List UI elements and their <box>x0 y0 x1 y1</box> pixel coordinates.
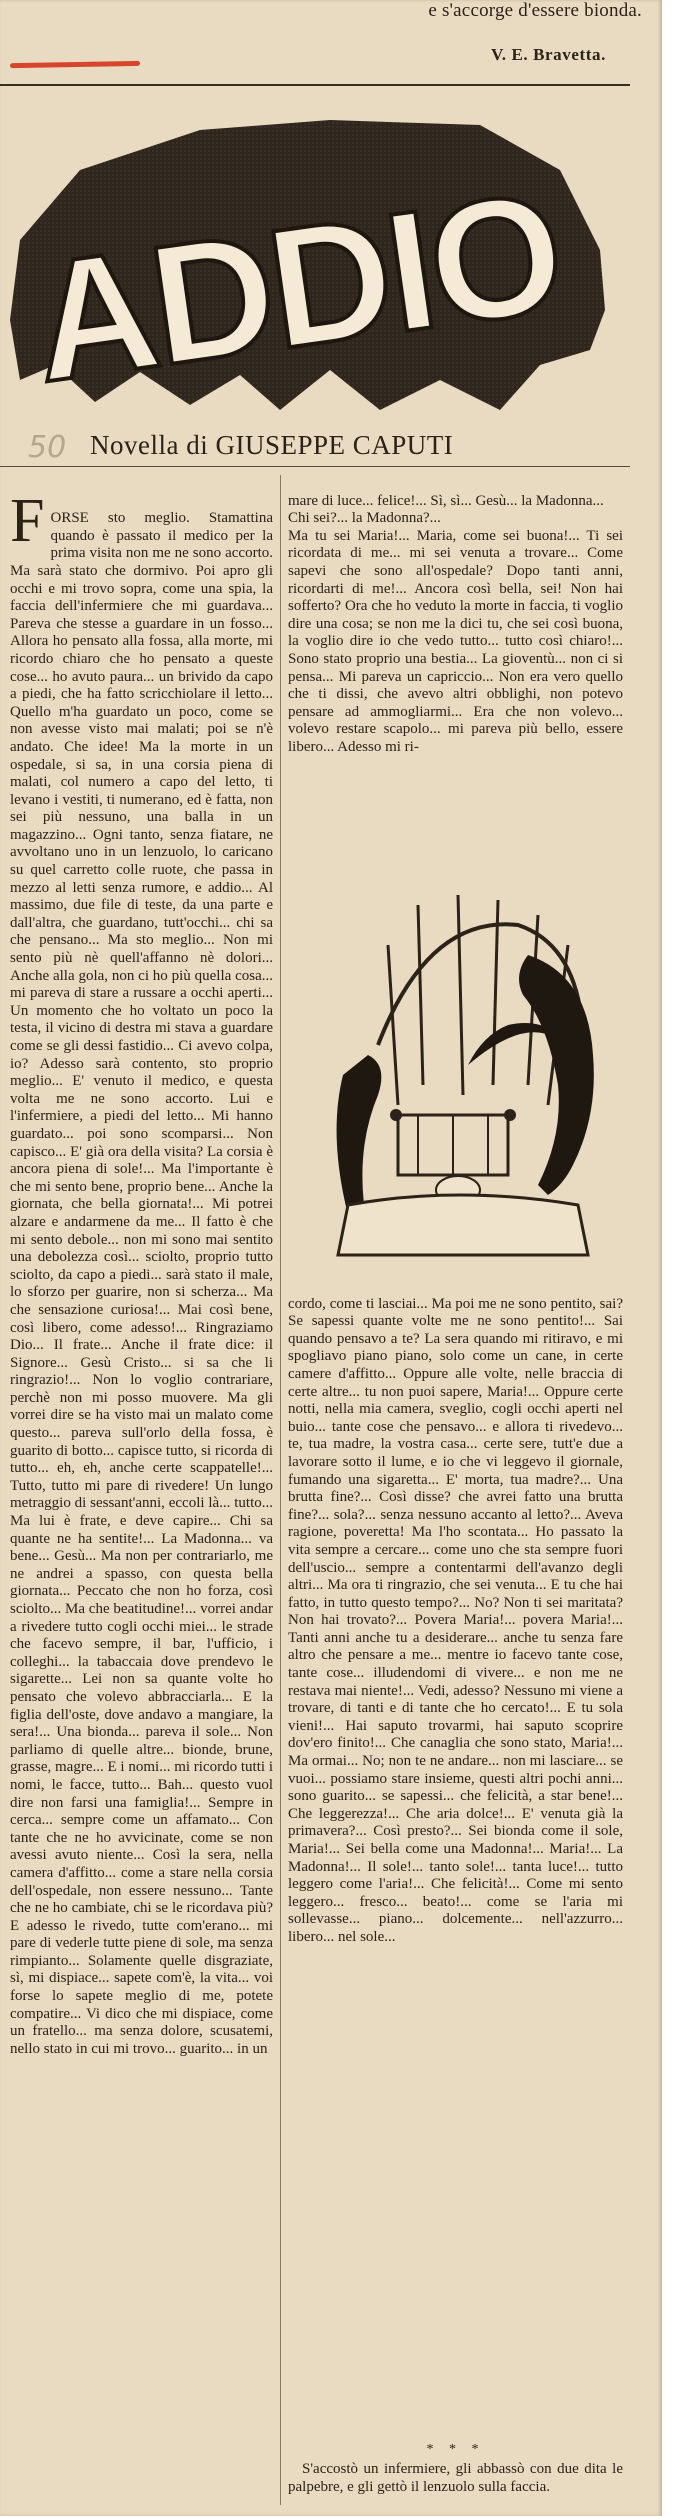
drop-cap: F <box>10 486 45 555</box>
closing-paragraph: S'accostò un infermiere, gli abbassò con due dita le palpebre, e gli gettò il lenzuolo sulla faccia. <box>288 2461 623 2495</box>
left-column-text: ORSE sto meglio. Stamattina quando è passato il medico per la prima visita non me ne sono accorto. Ma sarà stato che dormivo. Poi apro gli occhi e mi trovo sopra, come una spia, la faccia dell'infermiere che mi guardava... Pareva che stesse a guardare in un fosso... Allora ho pensato alla fossa, alla morte, mi ricordo chiaro che ho pensato a queste cose... ho avuto paura... un brivido da capo a piedi, che ha fatto scricchiolare il letto... Quello m'ha guardato un poco, come se non avesse visto mai malati; poi se n'è andato. Che idee! Ma la morte in un ospedale, si sa, in una corsia piena di malati, col numero a capo del letto, ti levano i vestiti, ti numerano, ed è fatta, non sei più nessuno, una balla in un magazzino... Ogni tanto, senza fiatare, ne avvoltano uno in un lenzuolo, lo caricano su quel carretto colle ruote, che passa in mezzo al letti senza rumore, e addio... Al massimo, due file di teste, da una parte e dall'altra, che guardano, tutt'occhi... chi sa che pensano... Ma sto meglio... Non mi sento più nè quell'affanno nè dolori... Anche alla gola, non ci ho più quella cosa... mi pareva di stare a russare a occhi aperti... Un momento che ho voltato un poco la testa, il vicino di destra mi stava a guardare come se gli dessi fastidio... Ci avevo colpa, io? Adesso sarà contento, sto proprio meglio... E' venuto il medico, e questa volta me ne sono accorto. Lui e l'infermiere, a piedi del letto... Mi hanno guardato... poi sono scomparsi... Non capisco... E' già ora della visita? La corsia è ancora piena di sole!... Ma l'importante è che mi sento bene, proprio bene... Anche la giornata, che bella giornata!... Mi potrei alzare e andarmene da me... Il fatto è che mi sento debole... non mi sono mai sentito una debolezza così... sciolto, proprio tutto sciolto, da capo a piedi... sarà stato il male, lo sforzo per guarire, non si scherza... Ma che sensazione curiosa!... Mai così bene, così libero, come adesso!... Ringraziamo Dio... Il frate... Anche il frate dice: il Signore... Gesù Cristo... si sa che li ringrazio!... Non lo voglio contrariare, perchè non mi posso muovere. Ma gli vorrei dire se ha visto mai un malato come questo... pareva sull'orlo della fossa, è guarito di botto... capisce tutto, si ricorda di tutto... eh, eh, anche certe scappatelle!... Tutto, tutto mi pare di rivedere! Un lungo metraggio di sessant'anni, eccoli là... tutto... Ma lui è frate, e deve capire... Chi sa quante ne ha sentite!... La Madonna... va bene... Gesù... Ma non per contrariarlo, me ne andrei a spasso, con questa bella giornata... Peccato che non ho forza, così sciolto... Ma che beatitudine!... vorrei andar a rivedere tutto cogli occhi miei... le strade che facevo sempre, il bar, l'ufficio, i colleghi... la tabaccaia dove prendevo le sigarette... Lei non sa quante volte ho pensato che volevo abbracciarla... E la figlia dell'oste, dove andavo a mangiare, la sera!... Una bionda... pareva il sole... Non parliamo di quelle altre... bionde, brune, grasse, magre... E i nomi... mi ricordo tutti i nomi, le facce, tutto... Bah... questo vuol dire non farsi una famiglia!... Sempre in cerca... sempre come un affamato... Con tante che ne ho avvicinate, come se non avessi avuto niente... Così la sera, nella camera d'affitto... come a stare nella corsia dell'ospedale, non essere nessuno... Tante che ne ho cambiate, chi se le ricordava più? E adesso le rivedo, tutte com'erano... mi pare di vederle tutte piene di sole, ma senza rimpianto... Solamente quelle disgraziate, sì, mi dispiace... sapete com'è, la vita... voi forse lo sapete meglio di me, potete compatire... Vi dico che mi dispiace, come un fratello... ma senza dolore, scusatemi, nello stato in cui mi trovo... guarito... in un <box>10 510 273 2057</box>
illustration-bed-knob-right <box>504 1109 516 1121</box>
pencil-page-number: 50 <box>28 430 67 465</box>
previous-article-text: e s'accorge d'essere bionda. <box>428 0 642 21</box>
headline-text: ADDIO <box>21 156 571 419</box>
article-column-right-top <box>288 475 623 871</box>
section-separator: * * * <box>426 2442 485 2457</box>
previous-article-byline: V. E. Bravetta. <box>491 45 606 64</box>
top-divider-rule <box>0 84 630 86</box>
right-column-bottom-text: cordo, come ti lasciai... Ma poi me ne sono pentito, sai? Se sapessi quante volte me ne sono pentito!... Sai quando pensavo a te? La sera quando mi ritiravo, e mi spogliavo piano piano, solo come un cane, in certe camere d'affitto... Oppure alle volte, nelle braccia di certe altre... tu non puoi sapere, Maria!... Oppure certe notti, nella mia camera, sveglio, cogli occhi aperti nel buio... tante cose che pensavo... e allora ti rivedevo... te, tua madre, la vostra casa... certe sere, tutt'e due a lavorare sotto il lume, e io che vi leggevo il giornale, fumando una sigaretta... E' morta, tua madre?... Una brutta fine?... Così disse? che avrei fatto una brutta fine?... sola?... senza nessuno accanto al letto?... Aveva ragione, poveretta! Ma l'ho scontata... Ho passato la vita sempre a cercare... come uno che sta sempre fuori dell'uscio... sempre a contentarmi dell'avanzo degli altri... Ma ora ti ringrazio, che sei venuta... E tu che hai fatto, in tutto questo tempo?... No? Non ti sei maritata? Non hai trovato?... Povera Maria!... povera Maria!... Tanti anni anche tu a desiderare... anche tu senza fare altro che pensare a me... mentre io facevo tante cose, tante cose... illudendomi di vivere... e non me ne restava mai niente!... Vedi, adesso? Nessuno mi viene a trovare, di tanti e di tante che ho cercato!... E tu sola vieni!... Hai saputo trovarmi, hai saputo scoprire dov'ero finito!... Che canaglia che sono stato, Maria!... Ma ormai... No; non te ne andare... non mi lasciare... se vuoi... possiamo stare insieme, questi altri pochi anni... sono guarito... se sapessi... che felicità, a star bene!... Che leggerezza!... Che aria dolce!... E' venuta già la primavera?... Così presto?... Sei bionda come il sole, Maria!... Sei bella come una Madonna!... Maria!... La Madonna!... Il sole!... tanto sole!... tanta luce!... tutto leggero come l'aria!... Che felicità!... Come mi sento leggero... fresco... beato!... come se l'aria mi sollevasse... piano... dolcemente... nell'azzurro... libero... nel sole... <box>288 1295 623 1945</box>
column-gutter-rule <box>280 475 281 2505</box>
subtitle-divider-rule <box>0 466 630 467</box>
headline-addio <box>0 110 640 425</box>
illustration-deathbed <box>308 885 608 1265</box>
right-column-top-text: mare di luce... felice!... Sì, sì... Gesù... la Madonna... Chi sei?... la Madonna?... Ma tu sei Maria!... Maria, come sei buona!... Ti sei ricordata di me... mi sei venuta a trovare... Come sapevi che sono all'ospedale? Dopo tanti anni, ricordarti di me!... Ancora così bella, sei! Non hai sofferto? Ora che ho veduto la morte in faccia, ti voglio dire una cosa; se non me la dici tu, che sei così buona, la voglio dire io che vedo tutto... tutto così chiaro!... Sono stato proprio una bestia... La gioventù... non ci si pensa... Mi pareva un capriccio... Non era vero quello che ti dissi, che avevo altri obblighi, non potevo pensare ad ammogliarmi... Era che non volevo... volevo restare scapolo... mi pareva più bello, essere libero... Adesso mi ri- <box>288 492 623 755</box>
illustration-blanket <box>338 1195 588 1255</box>
illustration-bed-knob-left <box>390 1109 402 1121</box>
previous-article-last-line <box>0 0 642 22</box>
illustration-shadow-figure-right <box>519 955 594 1195</box>
article-column-left <box>10 475 273 2505</box>
red-pencil-mark <box>10 61 140 68</box>
article-column-right-bottom <box>288 1278 623 2438</box>
article-subtitle: Novella di GIUSEPPE CAPUTI <box>90 430 454 460</box>
